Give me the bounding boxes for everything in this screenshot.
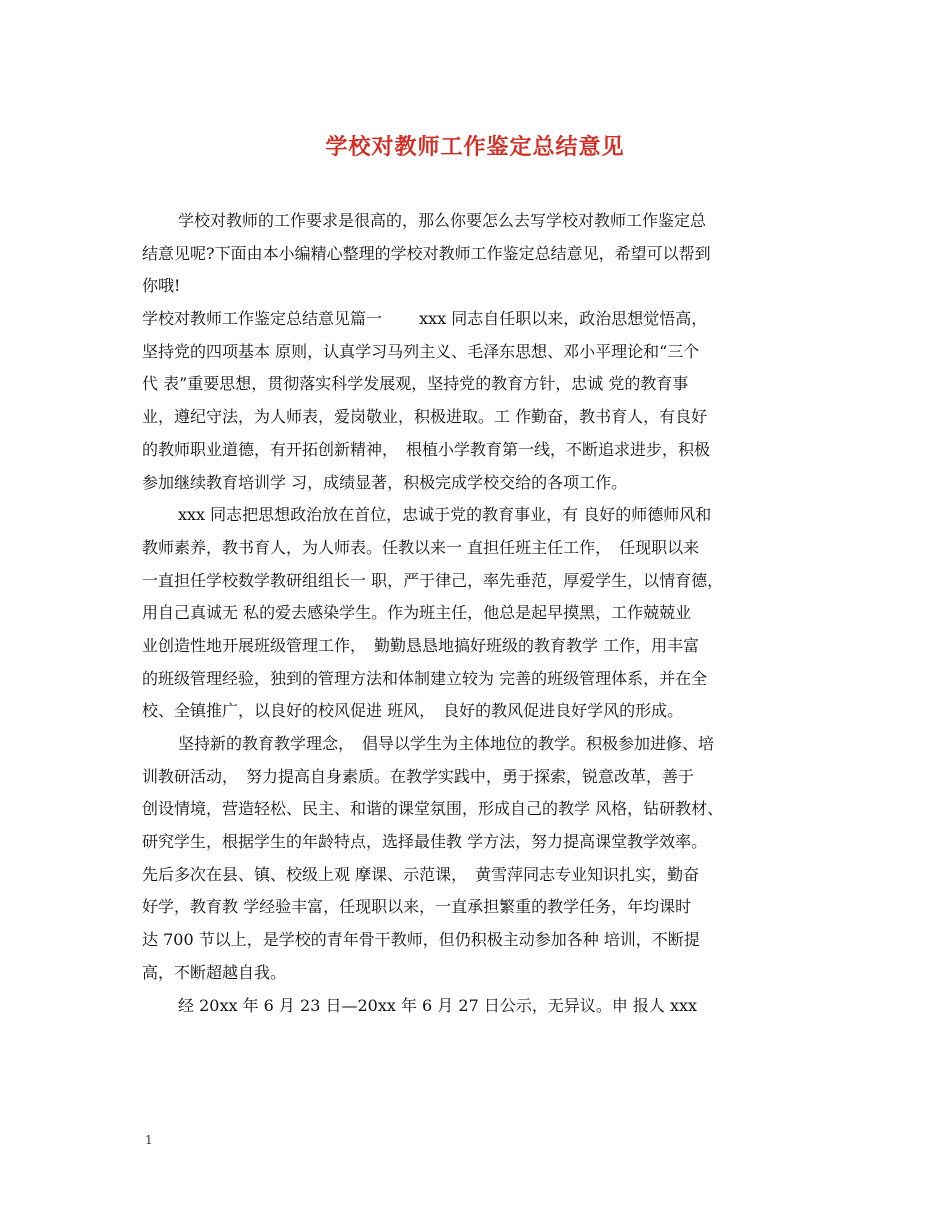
body-text-line: 用自己真诚无 私的爱去感染学生。作为班主任，他总是起早摸黑，工作兢兢业: [142, 603, 692, 623]
body-text-line: 教师素养，教书育人，为人师表。任教以来一 直担任班主任工作， 任现职以来: [142, 537, 700, 557]
document-body: [142, 205, 814, 1022]
document-title: 学校对教师工作鉴定总结意见: [325, 134, 625, 160]
body-text-line: 研究学生，根据学生的年龄特点，选择最佳教 学方法，努力提高课堂教学效率。: [142, 832, 708, 852]
body-text-line: 经 20xx 年 6 月 23 日—20xx 年 6 月 27 日公示，无异议。申 报人 xxx: [178, 995, 698, 1015]
body-text-line: 坚持党的四项基本 原则，认真学习马列主义、毛泽东思想、邓小平理论和“三个: [142, 341, 700, 361]
body-text-line: 业，遵纪守法，为人师表，爱岗敬业，积极进取。工 作勤奋，教书育人，有良好: [142, 407, 708, 427]
body-text-line: 学校对教师工作鉴定总结意见篇一 xxx 同志自任职以来，政治思想觉悟高，: [142, 309, 708, 329]
body-text-line: xxx 同志把思想政治放在首位，忠诚于党的教育事业，有 良好的师德师风和: [178, 505, 712, 525]
body-text-line: 业创造性地开展班级管理工作， 勤勤恳恳地搞好班级的教育教学 工作，用丰富: [142, 635, 700, 655]
body-text-line: 你哦!: [142, 276, 181, 296]
body-text-line: 高，不断超越自我。: [142, 962, 287, 982]
body-text-line: 学校对教师的工作要求是很高的，那么你要怎么去写学校对教师工作鉴定总: [178, 211, 707, 230]
body-text-line: 达 700 节以上，是学校的青年骨干教师，但仍积极主动参加各种 培训，不断提: [142, 930, 700, 950]
body-text-line: 创设情境，营造轻松、民主、和谐的课堂氛围，形成自己的教学 风格，钻研教材、: [142, 799, 724, 819]
page-number: 1: [145, 1133, 153, 1147]
body-text-line: 的教师职业道德，有开拓创新精神， 根植小学教育第一线，不断追求进步，积极: [142, 439, 711, 459]
body-text-line: 校、全镇推广，以良好的校风促进 班风， 良好的教风促进良好学风的形成。: [142, 701, 684, 721]
body-text-line: 坚持新的教育教学理念， 倡导以学生为主体地位的教学。积极参加进修、培: [178, 734, 715, 753]
body-text-line: 好学，教育教 学经验丰富，任现职以来，一直承担繁重的教学任务，年均课时: [142, 897, 692, 917]
body-text-line: 训教研活动， 努力提高自身素质。在教学实践中，勇于探索，锐意改革，善于: [142, 766, 695, 786]
body-text-line: 的班级管理经验，独到的管理方法和体制建立较为 完善的班级管理体系，并在全: [142, 668, 708, 688]
body-text-line: 代 表”重要思想，贯彻落实科学发展观，坚持党的教育方针，忠诚 党的教育事: [142, 374, 689, 394]
body-text-line: 先后多次在县、镇、校级上观 摩课、示范课， 黄雪萍同志专业知识扎实，勤奋: [142, 864, 700, 884]
body-text-line: 结意见呢?下面由本小编精心整理的学校对教师工作鉴定总结意见，希望可以帮到: [142, 243, 711, 263]
body-text-line: 一直担任学校数学教研组组长一 职，严于律己，率先垂范，厚爱学生，以情育德，: [142, 570, 724, 590]
body-text-line: 参加继续教育培训学 习，成绩显著，积极完成学校交给的各项工作。: [142, 472, 628, 492]
